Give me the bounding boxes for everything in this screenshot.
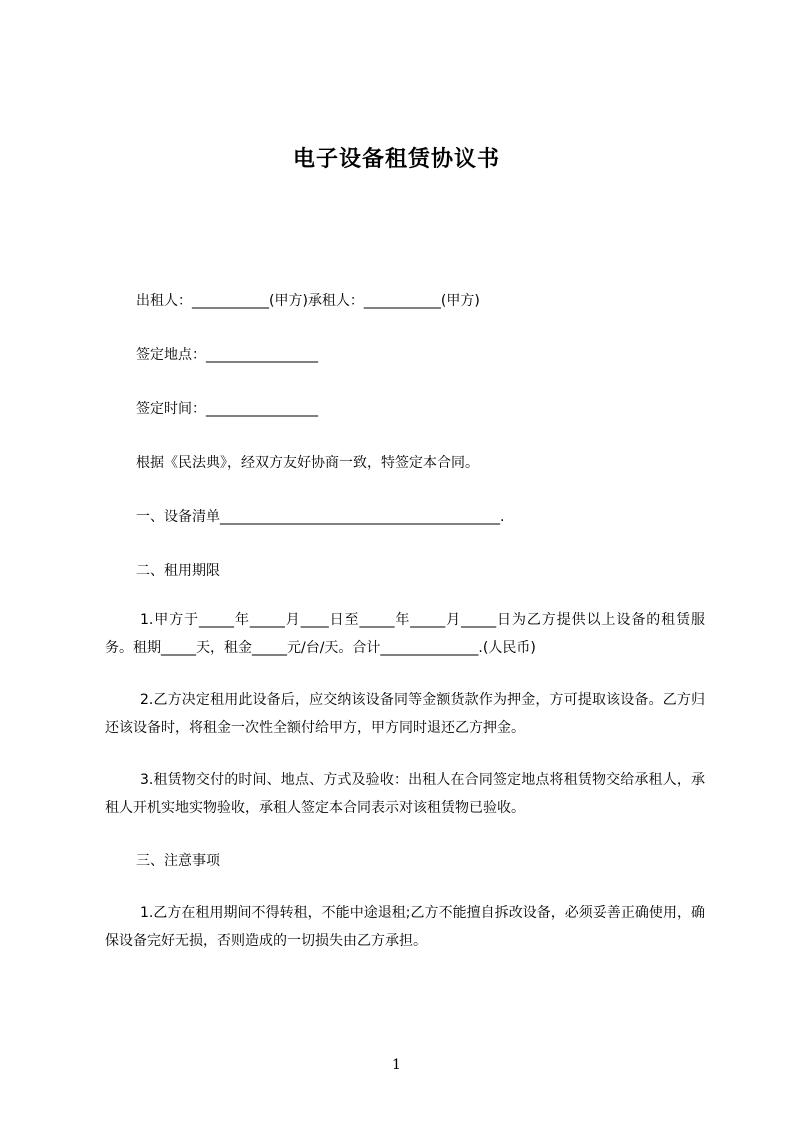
parties-line: 出租人：___________(甲方)承租人：___________(甲方) <box>136 293 480 309</box>
rental-term-item: 1.甲方于_____年_____月____日至_____年_____月_____日为乙方提供以上设备的租赁服务。租期_____天，租金_____元/台/天。合计______________.(人民币) <box>105 612 705 656</box>
rental-term-item: 3.租赁物交付的时间、地点、方式及验收：出租人在合同签定地点将租赁物交给承租人，承租人开机实地实物验收，承租人签定本合同表示对该租赁物已验收。 <box>105 772 705 816</box>
page-number: 1 <box>392 1057 401 1073</box>
notes-item: 1.乙方在租用期间不得转租，不能中途退租;乙方不能擅自拆改设备，必须妥善正确使用，确保设备完好无损，否则造成的一切损失由乙方承担。 <box>105 905 705 949</box>
signing-time-line: 签定时间：________________ <box>136 401 318 417</box>
rental-term-item: 2.乙方决定租用此设备后，应交纳该设备同等金额货款作为押金，方可提取该设备。乙方归还该设备时，将租金一次性全额付给甲方，甲方同时退还乙方押金。 <box>105 692 705 736</box>
document-title: 电子设备租赁协议书 <box>292 147 500 172</box>
signing-place-line: 签定地点：________________ <box>136 347 318 363</box>
section-rental-term-heading: 二、租用期限 <box>136 563 220 579</box>
section-notes-heading: 三、注意事项 <box>136 853 220 869</box>
section-equipment-list: 一、设备清单________________________________________. <box>136 509 505 525</box>
legal-basis-line: 根据《民法典》，经双方友好协商一致，特签定本合同。 <box>136 455 479 471</box>
